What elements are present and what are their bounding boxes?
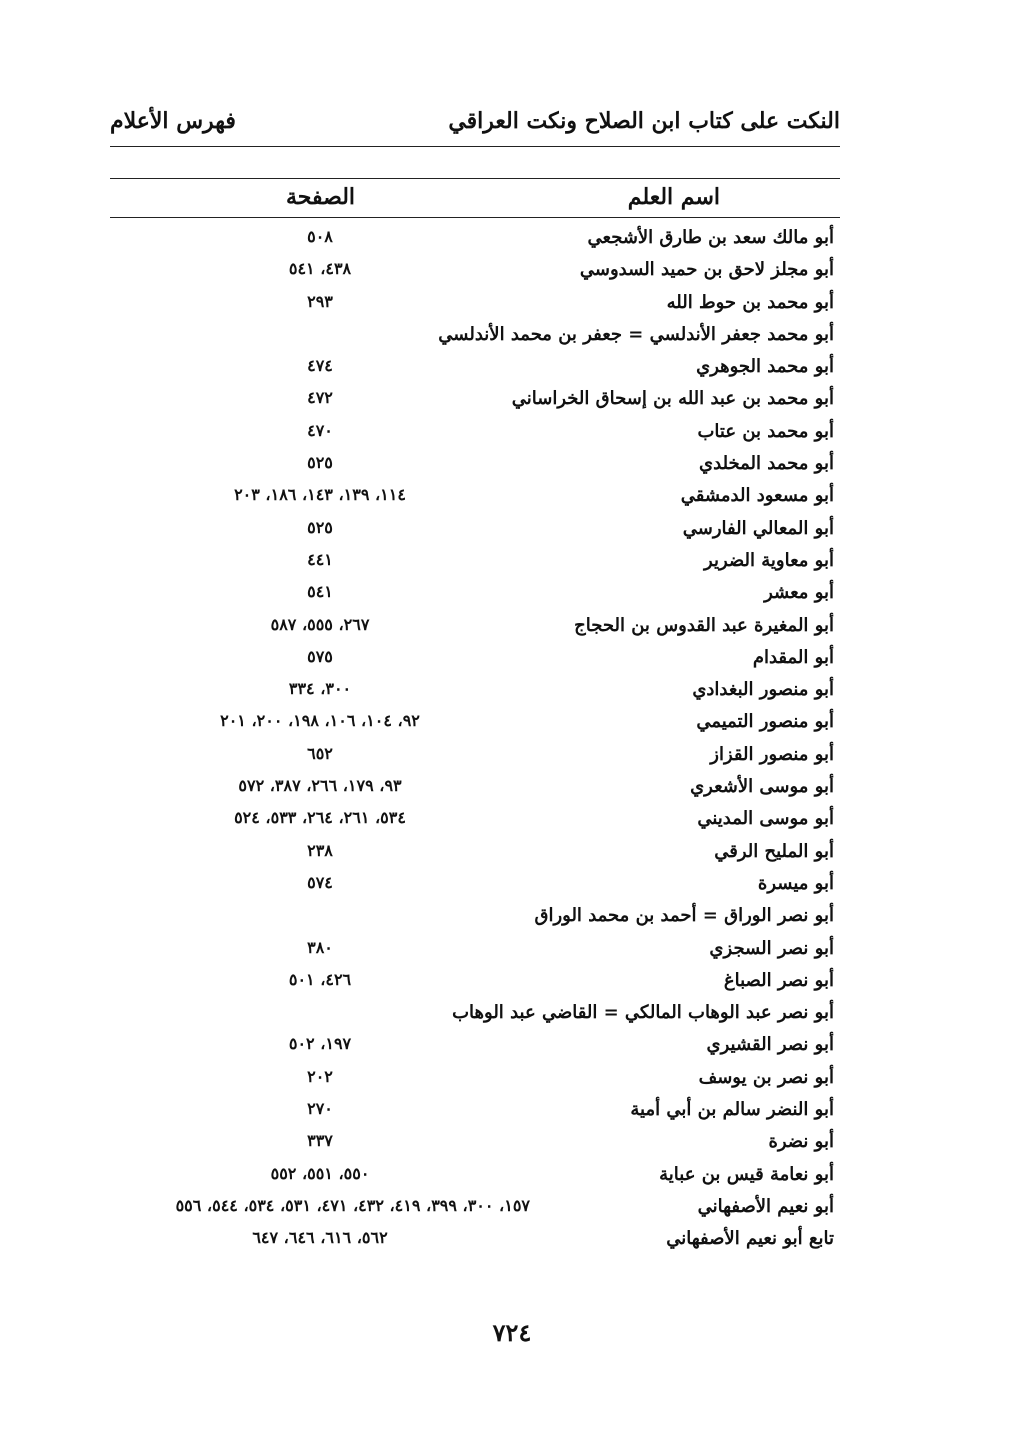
entry-pages: ٢٩٣ <box>307 291 333 311</box>
entry-pages: ٢٧٠ <box>307 1099 333 1119</box>
entry-pages: ٣٠٠، ٣٣٤ <box>288 679 352 699</box>
entry-pages: ٩٢، ١٠٤، ١٠٦، ١٩٨، ٢٠٠، ٢٠١ <box>220 711 420 731</box>
table-row <box>110 741 840 773</box>
entry-name: تابع أبو نعيم الأصفهاني <box>666 1228 834 1250</box>
table-row <box>110 353 840 385</box>
table-row <box>110 612 840 644</box>
entry-pages: ١١٤، ١٣٩، ١٤٣، ١٨٦، ٢٠٣ <box>234 485 406 505</box>
entry-name: أبو نعامة قيس بن عباية <box>659 1163 834 1185</box>
entry-name: أبو محمد المخلدي <box>699 453 834 475</box>
table-row <box>110 289 840 321</box>
table-row <box>110 515 840 547</box>
table-row <box>110 967 840 999</box>
table-row <box>110 1064 840 1096</box>
table-row <box>110 256 840 288</box>
entry-name: أبو محمد بن حوط الله <box>666 291 834 313</box>
entry-name: أبو المليح الرقي <box>714 840 834 862</box>
page-number: ٧٢٤ <box>492 1318 532 1347</box>
entry-pages: ٤٧٤ <box>307 356 333 376</box>
column-header-name: اسم العلم <box>627 184 720 210</box>
table-row <box>110 708 840 740</box>
entry-name: أبو نصر القشيري <box>706 1034 834 1056</box>
entry-name: أبو محمد بن عبد الله بن إسحاق الخراساني <box>511 388 834 410</box>
table-row <box>110 870 840 902</box>
entry-pages: ٦٥٢ <box>307 743 333 763</box>
table-row <box>110 838 840 870</box>
table-row <box>110 418 840 450</box>
entry-name: أبو موسى المديني <box>697 808 834 830</box>
entry-pages: ٤٢٦، ٥٠١ <box>288 969 352 989</box>
entry-name: أبو نصر بن يوسف <box>698 1066 834 1088</box>
table-row <box>110 1161 840 1193</box>
entry-pages: ٥٥٠، ٥٥١، ٥٥٢ <box>270 1163 370 1183</box>
entry-pages: ٥٢٥ <box>307 453 333 473</box>
entry-name: أبو النضر سالم بن أبي أمية <box>630 1099 834 1121</box>
table-row <box>110 1031 840 1063</box>
table-row <box>110 482 840 514</box>
table-row <box>110 773 840 805</box>
entry-pages: ٥٠٨ <box>307 227 333 246</box>
header-divider <box>110 146 840 147</box>
index-table-body <box>110 224 840 1258</box>
entry-name: أبو نصر الوراق = أحمد بن محمد الوراق <box>534 905 834 927</box>
table-row <box>110 450 840 482</box>
entry-name: أبو معاوية الضرير <box>704 549 834 571</box>
column-header-page: الصفحة <box>286 184 356 210</box>
table-header <box>110 184 840 216</box>
entry-name: أبو المعالي الفارسي <box>682 517 834 539</box>
entry-name: أبو المغيرة عبد القدوس بن الحجاج <box>574 614 834 636</box>
entry-pages: ٢٠٢ <box>307 1066 333 1086</box>
table-row <box>110 902 840 934</box>
entry-name: أبو مجلز لاحق بن حميد السدوسي <box>579 259 834 281</box>
entry-name: أبو محمد بن عتاب <box>697 420 834 442</box>
entry-name: أبو نعيم الأصفهاني <box>697 1195 834 1217</box>
entry-pages: ٥٤١ <box>307 582 333 602</box>
entry-pages: ٩٣، ١٧٩، ٢٦٦، ٣٨٧، ٥٧٢ <box>238 776 402 796</box>
entry-name: أبو نصر عبد الوهاب المالكي = القاضي عبد الوهاب <box>452 1002 834 1024</box>
entry-pages: ٥٧٤ <box>307 872 333 892</box>
entry-pages: ٥٦٢، ٦١٦، ٦٤٦، ٦٤٧ <box>252 1228 388 1248</box>
table-row <box>110 1225 840 1257</box>
entry-pages: ١٥٧، ٣٠٠، ٣٩٩، ٤١٩، ٤٣٢، ٤٧١، ٥٣١، ٥٣٤، ٥٤٤، ٥٥٦ <box>175 1195 530 1215</box>
entry-name: أبو معشر <box>764 582 834 604</box>
entry-pages: ١٩٧، ٥٠٢ <box>288 1034 352 1054</box>
section-title: فهرس الأعلام <box>110 108 236 134</box>
running-header <box>110 102 840 146</box>
table-row <box>110 385 840 417</box>
table-row <box>110 999 840 1031</box>
table-row <box>110 321 840 353</box>
entry-name: أبو منصور التميمي <box>696 711 834 733</box>
entry-pages: ٥٣٤، ٢٦١، ٢٦٤، ٥٣٣، ٥٢٤ <box>234 808 406 828</box>
entry-name: أبو المقدام <box>752 646 834 668</box>
entry-pages: ٣٨٠ <box>307 937 333 957</box>
table-row <box>110 547 840 579</box>
entry-name: أبو نصر الصباغ <box>723 969 834 991</box>
entry-name: أبو نضرة <box>768 1131 834 1153</box>
entry-name: أبو محمد جعفر الأندلسي = جعفر بن محمد الأندلسي <box>438 323 834 345</box>
table-row <box>110 805 840 837</box>
entry-pages: ٤٧٠ <box>307 420 333 440</box>
entry-pages: ٢٦٧، ٥٥٥، ٥٨٧ <box>270 614 370 634</box>
table-row <box>110 224 840 256</box>
entry-name: أبو ميسرة <box>757 872 834 894</box>
entry-name: أبو موسى الأشعري <box>690 776 834 798</box>
entry-name: أبو منصور القزاز <box>710 743 834 765</box>
table-row <box>110 1128 840 1160</box>
book-title: النكت على كتاب ابن الصلاح ونكت العراقي <box>448 108 840 134</box>
table-top-rule <box>110 178 840 179</box>
table-row <box>110 579 840 611</box>
table-row <box>110 1096 840 1128</box>
entry-name: أبو محمد الجوهري <box>696 356 834 378</box>
table-header-rule <box>110 217 840 218</box>
table-row <box>110 644 840 676</box>
entry-pages: ٣٣٧ <box>307 1131 333 1151</box>
entry-pages: ٥٢٥ <box>307 517 333 537</box>
entry-pages: ٤٧٢ <box>307 388 333 408</box>
table-row <box>110 676 840 708</box>
entry-pages: ٢٣٨ <box>307 840 333 860</box>
entry-name: أبو نصر السجزي <box>709 937 834 959</box>
entry-name: أبو مالك سعد بن طارق الأشجعي <box>587 227 834 248</box>
entry-name: أبو مسعود الدمشقي <box>680 485 834 507</box>
entry-pages: ٤٣٨، ٥٤١ <box>288 259 352 279</box>
entry-pages: ٥٧٥ <box>307 646 333 666</box>
table-row <box>110 935 840 967</box>
entry-pages: ٤٤١ <box>307 549 333 569</box>
entry-name: أبو منصور البغدادي <box>692 679 834 701</box>
table-row <box>110 1193 840 1225</box>
